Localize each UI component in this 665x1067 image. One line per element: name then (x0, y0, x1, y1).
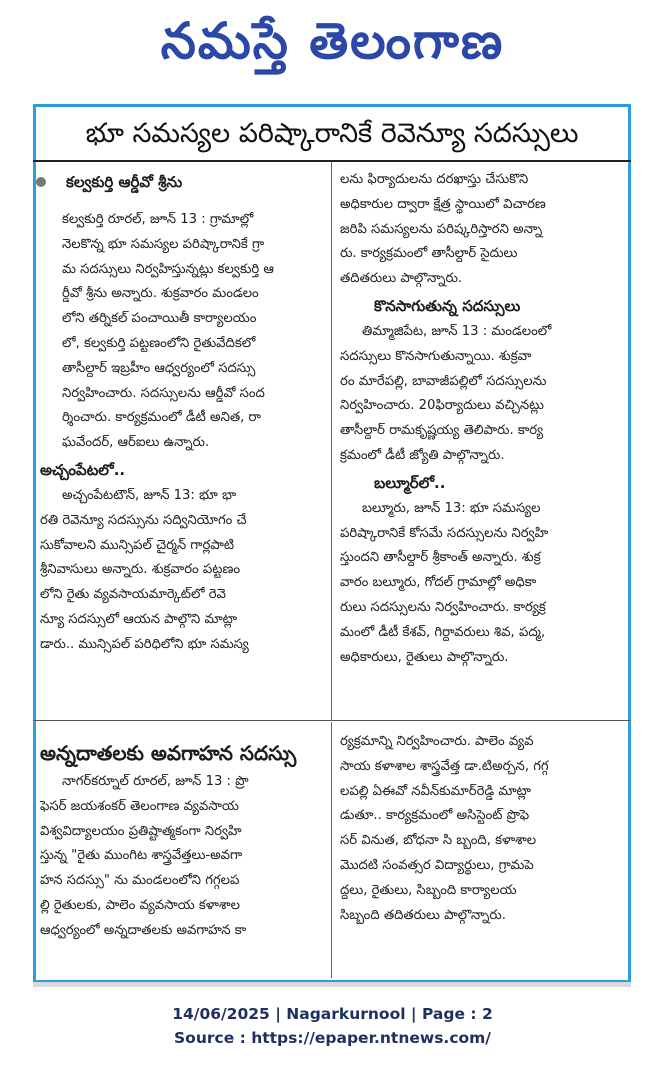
text-line: జరిపి సమస్యలను పరిష్కరిస్తారని అన్నా (340, 221, 543, 237)
text-line: తాసీల్దార్‌ ఇబ్రహీం ఆధ్వర్యంలో సదస్సు (62, 360, 256, 376)
text-line: న్యూ సదస్సులో ఆయన పాల్గొని మాట్లా (40, 611, 238, 627)
text-line: లో, కల్వకుర్తి పట్టణంలోని రైతువేదికలో (62, 335, 256, 351)
subheading-continuing: కొనసాగుతున్న సదస్సులు (374, 296, 521, 315)
text-line: లోని తర్నికల్‌ పంచాయితీ కార్యాలయం (62, 311, 257, 327)
text-line: ర్డీవో శ్రీను అన్నారు. శుక్రవారం మండలం (62, 286, 259, 302)
achampet-paragraph (40, 484, 325, 658)
article-byline: కల్వకుర్తి ఆర్డీవో శ్రీను (66, 173, 183, 191)
text-line: లోని రైతు వ్యవసాయమార్కెట్‌లో రెవె (40, 587, 226, 603)
text-line: సాయ కళాశాల శాస్త్రవేత్త డా.టిఅర్చన, గగ్గ (340, 758, 549, 774)
text-line: తిమ్మాజిపేట, జూన్‌ 13 : మండలంలో (362, 323, 552, 339)
text-line: సుకోవాలని మున్సిపల్‌ చైర్మన్‌ గార్లపాటి (40, 537, 235, 553)
clipping-bottom-band (33, 980, 631, 987)
text-line: అధికారులు, రైతులు పాల్గొన్నారు. (340, 649, 509, 665)
text-line: అచ్చంపేటటౌన్‌, జూన్‌ 13: భూ భా (62, 487, 237, 503)
footer-date-edition: 14/06/2025 | Nagarkurnool | Page : 2 (172, 1005, 493, 1023)
text-line: స్తున్న "రైతు ముంగిట శాస్త్రవేత్తలు-అవగా (40, 848, 243, 864)
text-line: రతి రెవెన్యూ సదస్సును సద్వినియోగం చే (40, 512, 247, 528)
article2-headline: అన్నదాతలకు అవగాహన సదస్సు (40, 741, 297, 765)
text-line: విశ్వవిద్యాలయం ప్రతిష్టాత్మకంగా నిర్వహి (40, 823, 242, 839)
column-divider (331, 162, 332, 720)
text-line: తదితరులు పాల్గొన్నారు. (340, 271, 463, 287)
article1-right-column (340, 168, 625, 670)
continuing-paragraph (340, 320, 625, 469)
bullet-icon (36, 177, 46, 187)
text-line: ల్లి రైతులకు, పాలెం వ్యవసాయ కళాశాల (40, 897, 240, 913)
text-line: ఘవేందర్‌, ఆర్‌ఐలు ఉన్నారు. (62, 435, 210, 451)
text-line: మొదటి సంవత్సర విద్యార్థులు, గ్రామపె (340, 857, 534, 873)
text-line: ద్దలు, రైతులు, సిబ్బంది కార్యాలయ (340, 882, 517, 898)
article-divider (33, 720, 631, 721)
text-line: సదస్సులు కొనసాగుతున్నాయి. శుక్రవా (340, 348, 532, 364)
text-line: లను ఫిర్యాదులను దరఖాస్తు చేసుకొని (340, 172, 529, 187)
text-line: నిర్వహించారు. 20ఫిర్యాదులు వచ్చినట్లు (340, 398, 544, 414)
text-line: ర్యక్రమాన్ని నిర్వహించారు. పాలెం వ్యవ (340, 734, 534, 749)
article-headline: భూ సమస్యల పరిష్కారానికే రెవెన్యూ సదస్సులు (85, 118, 579, 149)
article2-left-column (40, 770, 325, 944)
text-line: మ సదస్సులు నిర్వహిస్తున్నట్లు కల్వకుర్తి ఆ (62, 261, 274, 277)
text-line: స్తుందని తాసీల్దార్‌ శ్రీకాంత్‌ అన్నారు. శుక్ర (340, 550, 541, 566)
text-line: లపల్లి ఏఈవో నవీన్‌కుమార్‌రెడ్డి మాట్లా (340, 783, 531, 799)
footer-source: Source : https://epaper.ntnews.com/ (174, 1029, 491, 1047)
text-line: తాసీల్దార్‌ రామకృష్ణయ్య తెలిపారు. కార్య (340, 423, 544, 439)
column-divider (331, 722, 332, 978)
text-line: సిబ్బంది తదితరులు పాల్గొన్నారు. (340, 907, 506, 923)
text-line: నాగర్‌కర్నూల్‌ రూరల్‌, జూన్‌ 13 : ప్రొ (62, 774, 249, 789)
text-line: సర్‌ వినుత, బోధనా సి బ్బంది, కళాశాల (340, 833, 537, 849)
text-line: రులు సదస్సులను నిర్వహించారు. కార్యక్ర (340, 599, 546, 615)
text-line: బల్మూరు, జూన్‌ 13: భూ సమస్యల (362, 500, 541, 516)
text-line: క్రమంలో డీటీ జ్యోతి పాల్గొన్నారు. (340, 447, 505, 463)
text-line: డుతూ.. కార్యక్రమంలో అసిస్టెంట్‌ ప్రొఫె (340, 808, 530, 824)
text-line: పరిష్కారానికే కోసమే సదస్సులను నిర్వహి (340, 525, 549, 541)
balmoor-paragraph (340, 497, 625, 671)
article1-left-paragraph (40, 208, 325, 456)
text-line: అధికారుల ద్వారా క్షేత్ర స్థాయిలో విచారణ (340, 196, 546, 212)
text-line: ఫెసర్‌ జయశంకర్‌ తెలంగాణ వ్యవసాయ (40, 798, 239, 814)
text-line: వారం బల్మూరు, గోదల్‌ గ్రామాల్లో అధికా (340, 575, 537, 591)
text-line: నిర్వహించారు. సదస్సులను ఆర్డీవో సంద (62, 385, 265, 401)
text-line: నెలకొన్న భూ సమస్యల పరిష్కారానికే గ్రా (62, 236, 265, 252)
headline-divider (33, 160, 631, 162)
text-line: రు. కార్యక్రమంలో తాసీల్దార్‌ సైదులు (340, 246, 518, 262)
masthead-logo: నమస్తే తెలంగాణ (160, 12, 505, 70)
text-line: హన సదస్సు" ను మండలంలోని గగ్గలప (40, 873, 240, 889)
text-line: ఆధ్వర్యంలో అన్నదాతలకు అవగాహన కా (40, 922, 247, 938)
text-line: మంలో డీటీ కేశవ్‌, గిర్దావరులు శివ, పద్మ, (340, 624, 546, 640)
text-line: కల్వకుర్తి రూరల్‌, జూన్‌ 13 : గ్రామాల్లో (62, 212, 254, 227)
text-line: శ్రీనివాసులు అన్నారు. శుక్రవారం పట్టణం (40, 562, 241, 578)
subheading-balmoor: బల్మూర్‌లో.. (374, 473, 446, 492)
text-line: రం మారేపల్లి, బావాజీపల్లిలో సదస్సులను (340, 373, 547, 389)
subheading-achampet: అచ్చంపేటలో.. (40, 460, 126, 479)
continued-paragraph (340, 168, 625, 292)
text-line: ర్శించారు. కార్యక్రమంలో డీటీ అనిత, రా (62, 410, 261, 426)
article1-left-column (40, 208, 325, 658)
article2-right-column (340, 730, 625, 928)
text-line: డారు.. మున్సిపల్‌ పరిధిలోని భూ సమస్య (40, 636, 249, 652)
